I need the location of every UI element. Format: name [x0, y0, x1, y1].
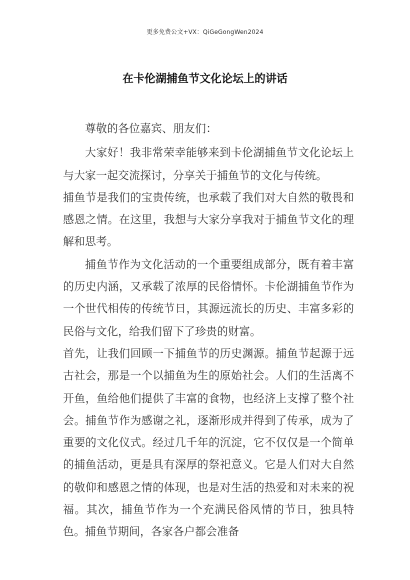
paragraph-significance: 捕鱼节作为文化活动的一个重要组成部分，既有着丰富的历史内涵，又承载了浓厚的民俗情怀。卡伦湖捕鱼节作为一个世代相传的传统节日，其源远流长的历史、丰富多彩的民俗与文化，给我们留下了珍贵的财富。 — [63, 257, 354, 338]
paragraph-greeting: 大家好！我非常荣幸能够来到卡伦湖捕鱼节文化论坛上与大家一起交流探讨，分享关于捕鱼节的文化与传统。 — [63, 146, 354, 182]
salutation: 尊敬的各位嘉宾、朋友们： — [85, 122, 217, 135]
header-note: 更多免费公文+VX：QiGeGongWen2024 — [146, 29, 264, 36]
document-title: 在卡伦湖捕鱼节文化论坛上的讲话 — [122, 72, 288, 85]
paragraph-history: 首先，让我们回顾一下捕鱼节的历史渊源。捕鱼节起源于远古社会，那是一个以捕鱼为生的原始社会。人们的生活离不开鱼，鱼给他们提供了丰富的食物，也经济上支撑了整个社会。捕鱼节作为感谢之礼，逐渐形成并得到了传承，成为了重要的文化仪式。经过几千年的沉淀，它不仅仅是一个简单的捕鱼活动，更是具有深厚的祭祀意义。它是人们对大自然的敬仰和感恩之情的体现，也是对生活的热爱和对未来的祝福。其次，捕鱼节作为一个充满民俗风情的节日，独具特色。捕鱼节期间，各家各户都会准备 — [63, 346, 354, 539]
document-body — [63, 118, 354, 544]
paragraph-intro: 捕鱼节是我们的宝贵传统，也承载了我们对大自然的敬畏和感恩之情。在这里，我想与大家分享我对于捕鱼节文化的理解和思考。 — [63, 190, 354, 249]
